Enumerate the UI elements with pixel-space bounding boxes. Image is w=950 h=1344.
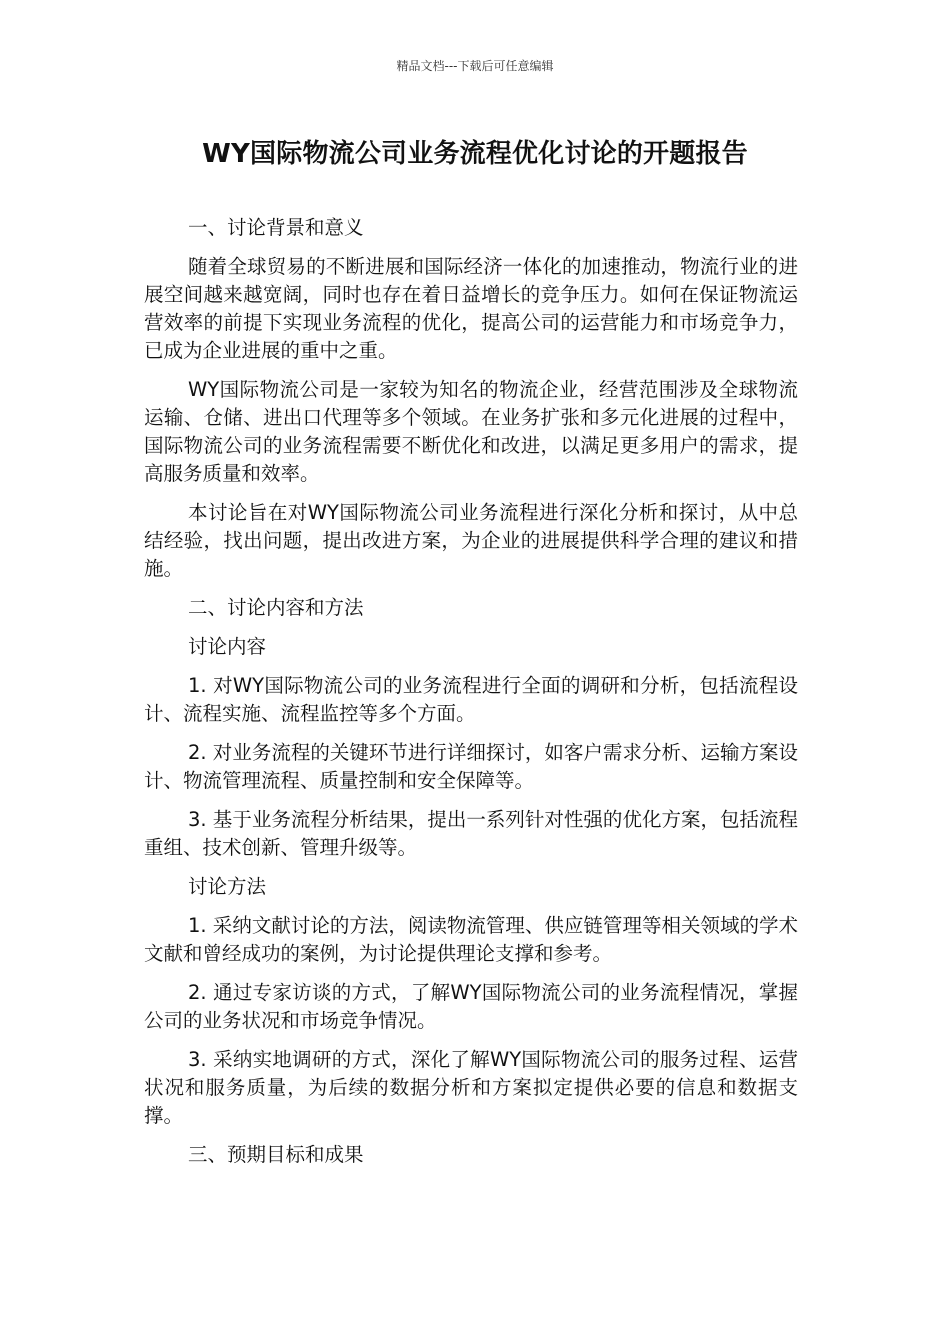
page-header: 精品文档---下载后可任意编辑 (396, 59, 554, 73)
paragraph-background-3: 本讨论旨在对WY国际物流公司业务流程进行深化分析和探讨，从中总结经验，找出问题，提出改进方案，为企业的进展提供科学合理的建议和措施。 (144, 501, 798, 580)
method-item-3: 3. 采纳实地调研的方式，深化了解WY国际物流公司的服务过程、运营状况和服务质量，为后续的数据分析和方案拟定提供必要的信息和数据支撑。 (144, 1048, 798, 1127)
paragraph-background-1: 随着全球贸易的不断进展和国际经济一体化的加速推动，物流行业的进展空间越来越宽阔，同时也存在着日益增长的竞争压力。如何在保证物流运营效率的前提下实现业务流程的优化，提高公司的运营能力和市场竞争力，已成为企业进展的重中之重。 (144, 255, 798, 362)
section-heading-goals: 三、预期目标和成果 (188, 1143, 364, 1166)
section-heading-background: 一、讨论背景和意义 (188, 216, 364, 239)
content-item-1: 1. 对WY国际物流公司的业务流程进行全面的调研和分析，包括流程设计、流程实施、流程监控等多个方面。 (144, 674, 798, 725)
paragraph-background-2: WY国际物流公司是一家较为知名的物流企业，经营范围涉及全球物流运输、仓储、进出口代理等多个领域。在业务扩张和多元化进展的过程中，国际物流公司的业务流程需要不断优化和改进，以满足更多用户的需求，提高服务质量和效率。 (144, 378, 798, 485)
subheading-method: 讨论方法 (188, 875, 267, 898)
method-item-1: 1. 采纳文献讨论的方法，阅读物流管理、供应链管理等相关领域的学术文献和曾经成功的案例，为讨论提供理论支撑和参考。 (144, 914, 798, 965)
content-item-2: 2. 对业务流程的关键环节进行详细探讨，如客户需求分析、运输方案设计、物流管理流程、质量控制和安全保障等。 (144, 741, 798, 792)
document-title: WY国际物流公司业务流程优化讨论的开题报告 (202, 139, 748, 169)
method-item-2: 2. 通过专家访谈的方式，了解WY国际物流公司的业务流程情况，掌握公司的业务状况和市场竞争情况。 (144, 981, 798, 1032)
document-body (144, 214, 798, 1169)
subheading-content: 讨论内容 (188, 635, 267, 658)
section-heading-content-method: 二、讨论内容和方法 (188, 596, 364, 619)
content-item-3: 3. 基于业务流程分析结果，提出一系列针对性强的优化方案，包括流程重组、技术创新、管理升级等。 (144, 808, 798, 859)
